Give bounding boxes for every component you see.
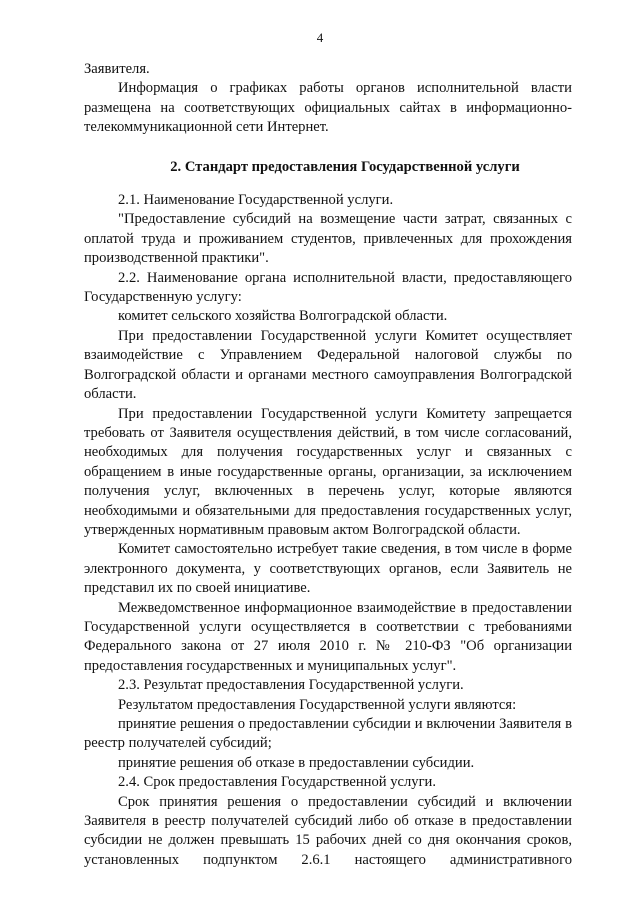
paragraph-result-grant: принятие решения о предоставлении субсидии и включении Заявителя в реестр получателей субсидий; [84, 716, 572, 752]
paragraph-requests: Комитет самостоятельно истребует такие сведения, в том числе в форме электронного документа, у соответствующих органов, если Заявитель не представил их по своей инициативе. [84, 541, 572, 597]
page-number: 4 [316, 30, 324, 45]
paragraph-2-3: 2.3. Результат предоставления Государственной услуги. [118, 677, 464, 694]
paragraph-2-2: 2.2. Наименование органа исполнительной власти, предоставляющего Государственную услугу: [84, 269, 572, 306]
paragraph-committee: комитет сельского хозяйства Волгоградской области. [118, 308, 448, 325]
paragraph-schedule-info: Информация о графиках работы органов исполнительной власти размещена на соответствующих официальных сайтах в информационно-телекоммуникационной сети Интернет. [84, 80, 572, 136]
paragraph-results-intro: Результатом предоставления Государственной услуги являются: [118, 696, 517, 713]
paragraph-applicant-tail: Заявителя. [84, 61, 150, 77]
paragraph-2-4: 2.4. Срок предоставления Государственной услуги. [118, 774, 437, 791]
section-heading: 2. Стандарт предоставления Государственной услуги [170, 158, 520, 175]
paragraph-interaction: При предоставлении Государственной услуги Комитет осуществляет взаимодействие с Управлением Федеральной налоговой службы по Волгоградской области и органами местного самоуправления Волгоградской области. [84, 327, 572, 403]
paragraph-prohibition: При предоставлении Государственной услуги Комитету запрещается требовать от Заявителя осуществления действий, в том числе согласований, необходимых для получения государственных услуг и связанных с обращением в иные государственные органы, организации, за исключением получения услуг, включенных в перечень услуг, которые являются необходимыми и обязательными для предоставления государственных услуг, утвержденных нормативным правовым актом Волгоградской области. [84, 405, 572, 538]
paragraph-service-name: "Предоставление субсидий на возмещение части затрат, связанных с оплатой труда и проживанием студентов, привлеченных для прохождения производственной практики". [84, 211, 572, 267]
document-body [84, 60, 572, 870]
paragraph-2-1: 2.1. Наименование Государственной услуги. [118, 192, 394, 209]
paragraph-interagency: Межведомственное информационное взаимодействие в предоставлении Государственной услуги осуществляется в соответствии с требованиями Федерального закона от 27 июля 2010 г. № 210-ФЗ "Об организации предоставления государственных и муниципальных услуг". [84, 599, 572, 674]
paragraph-result-refusal: принятие решения об отказе в предоставлении субсидии. [118, 754, 475, 771]
paragraph-deadline: Срок принятия решения о предоставлении субсидий и включении Заявителя в реестр получателей субсидий либо об отказе в предоставлении субсидии не должен превышать 15 рабочих дней со дня окончания сроков, установленных подпунктом 2.6.1 настоящего административного [84, 793, 572, 868]
